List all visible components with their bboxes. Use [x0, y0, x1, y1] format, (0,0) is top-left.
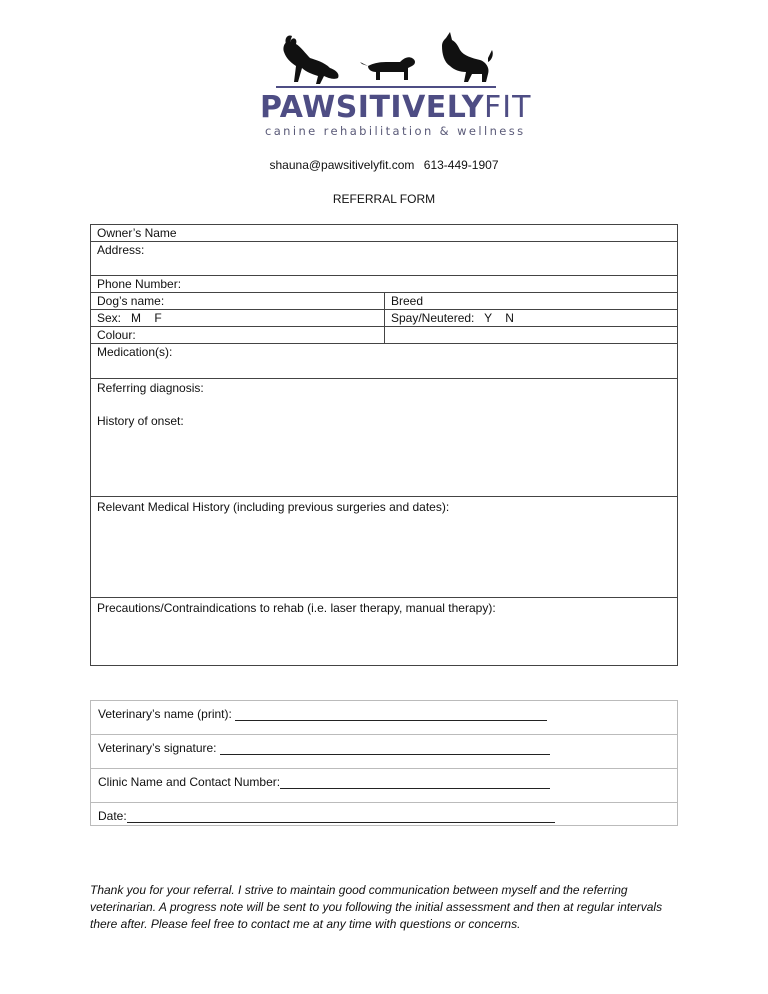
vet-signature-line[interactable]	[220, 742, 550, 755]
vet-name-line[interactable]	[235, 708, 547, 721]
contact-email: shauna@pawsitivelyfit.com	[269, 158, 415, 172]
date-row[interactable]	[91, 803, 677, 825]
referral-table	[90, 224, 678, 666]
clinic-line[interactable]	[280, 776, 550, 789]
medical-history-field[interactable]: Relevant Medical History (including previous surgeries and dates):	[97, 500, 450, 514]
sex-field[interactable]: Sex: M F	[91, 310, 385, 326]
vet-signature-label: Veterinary’s signature:	[98, 741, 220, 755]
colour-field[interactable]: Colour:	[91, 327, 385, 343]
vet-signature-row[interactable]	[91, 735, 677, 769]
brand-bold: PAWSITIVELY	[260, 90, 484, 125]
contact-line	[0, 158, 768, 172]
diagnosis-label: Referring diagnosis:	[97, 381, 204, 395]
dog-name-field[interactable]: Dog’s name:	[91, 293, 385, 309]
medications-field[interactable]: Medication(s):	[97, 345, 173, 359]
clinic-label: Clinic Name and Contact Number:	[98, 775, 281, 789]
brand-light: FIT	[483, 90, 532, 125]
thank-you-note: Thank you for your referral. I strive to maintain good communication between myself and the referring veterinarian. A progress note will be sent to you following the initial assessment and then at regular intervals there after. Please feel free to contact me at any time with questions or concerns.	[90, 883, 663, 931]
owner-name-field[interactable]: Owner’s Name	[97, 226, 177, 240]
breed-field[interactable]: Breed	[391, 294, 424, 308]
vet-name-row[interactable]	[91, 701, 677, 735]
clinic-row[interactable]	[91, 769, 677, 803]
contact-phone: 613-449-1907	[423, 158, 499, 172]
dogs-silhouette-icon	[276, 32, 496, 94]
history-onset-label: History of onset:	[97, 414, 184, 428]
vet-name-label: Veterinary’s name (print):	[98, 707, 236, 721]
logo	[248, 20, 532, 148]
phone-field[interactable]: Phone Number:	[97, 277, 182, 291]
address-field[interactable]: Address:	[97, 243, 145, 257]
brand-tagline: canine rehabilitation & wellness	[265, 124, 526, 138]
date-line[interactable]	[127, 810, 555, 823]
veterinary-section	[90, 700, 678, 826]
precautions-field[interactable]: Precautions/Contraindications to rehab (i.e. laser therapy, manual therapy):	[97, 601, 496, 615]
diagnosis-cell[interactable]	[91, 379, 677, 496]
date-label: Date:	[98, 809, 127, 823]
spay-neutered-field[interactable]: Spay/Neutered: Y N	[391, 311, 514, 325]
brand-name	[260, 90, 531, 125]
colour-blank-cell	[385, 327, 677, 343]
form-title: REFERRAL FORM	[332, 192, 436, 206]
